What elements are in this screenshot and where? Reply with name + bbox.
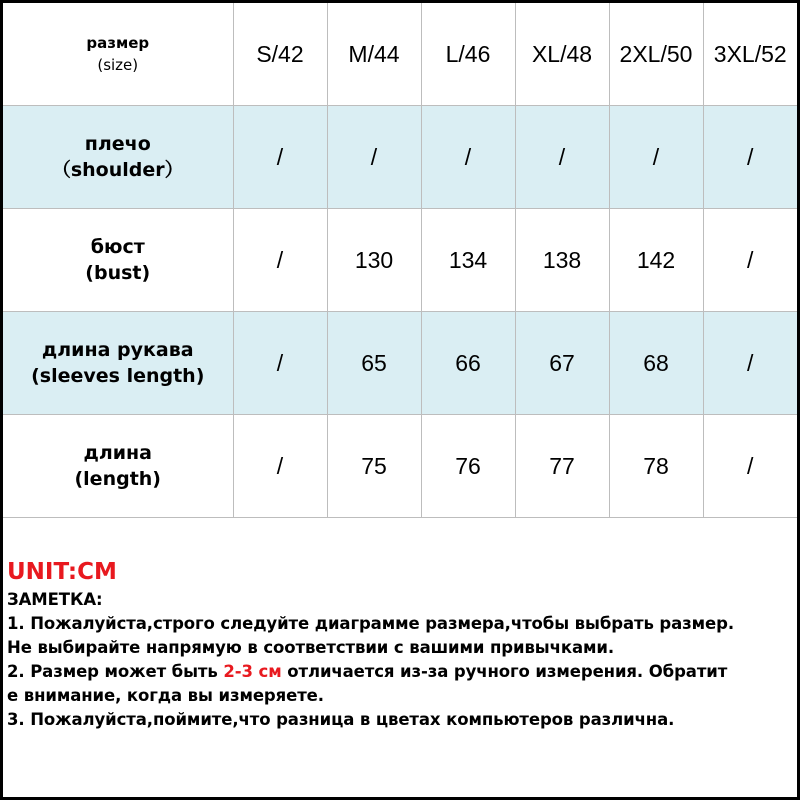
row-label-main: длина <box>83 442 153 464</box>
notes-section <box>7 556 797 732</box>
table-cell: 66 <box>421 312 515 415</box>
header-label-main: размер <box>86 34 150 52</box>
size-chart-frame <box>3 3 797 797</box>
table-cell: / <box>233 415 327 518</box>
table-cell: / <box>703 312 797 415</box>
table-row-bust <box>3 209 797 312</box>
row-label-sub: （shoulder） <box>51 159 184 181</box>
header-label-sub: (size) <box>97 56 139 74</box>
row-label-cell <box>3 209 233 312</box>
size-header-s: S/42 <box>233 3 327 106</box>
note-line-3-highlight: 2-3 см <box>223 662 282 681</box>
size-header-2xl: 2XL/50 <box>609 3 703 106</box>
size-header-xl: XL/48 <box>515 3 609 106</box>
table-cell: 138 <box>515 209 609 312</box>
table-cell: / <box>609 106 703 209</box>
table-cell: 67 <box>515 312 609 415</box>
table-cell: / <box>703 209 797 312</box>
table-cell: / <box>233 209 327 312</box>
row-label-sub: (bust) <box>85 262 151 284</box>
table-row-length <box>3 415 797 518</box>
table-cell: / <box>327 106 421 209</box>
table-row-sleeves-length <box>3 312 797 415</box>
table-cell: 142 <box>609 209 703 312</box>
row-label-sub: (length) <box>74 468 161 490</box>
table-cell: / <box>515 106 609 209</box>
row-label-main: длина рукава <box>41 339 194 361</box>
size-header-3xl: 3XL/52 <box>703 3 797 106</box>
notes-heading: ЗАМЕТКА: <box>7 590 103 609</box>
row-label-main: бюст <box>90 236 145 258</box>
table-cell: 130 <box>327 209 421 312</box>
size-table <box>3 3 797 518</box>
table-cell: 77 <box>515 415 609 518</box>
table-cell: / <box>233 106 327 209</box>
size-header-m: M/44 <box>327 3 421 106</box>
table-cell: 78 <box>609 415 703 518</box>
row-label-sub: (sleeves length) <box>31 365 205 387</box>
table-cell: / <box>421 106 515 209</box>
unit-label: UNIT:CM <box>7 559 117 585</box>
row-label-cell <box>3 106 233 209</box>
note-line-3-pre: 2. Размер может быть <box>7 662 224 681</box>
table-cell: 65 <box>327 312 421 415</box>
row-label-main: плечо <box>84 133 151 155</box>
size-header-l: L/46 <box>421 3 515 106</box>
note-line-2: Не выбирайте напрямую в соответствии с вашими привычками. <box>7 638 614 657</box>
table-row-shoulder <box>3 106 797 209</box>
table-cell: 76 <box>421 415 515 518</box>
note-line-1: 1. Пожалуйста,строго следуйте диаграмме размера,чтобы выбрать размер. <box>7 614 735 633</box>
table-cell: / <box>233 312 327 415</box>
table-cell: 68 <box>609 312 703 415</box>
table-cell: / <box>703 106 797 209</box>
note-line-3 <box>7 660 797 684</box>
note-line-4: е внимание, когда вы измеряете. <box>7 686 324 705</box>
header-row <box>3 3 797 106</box>
note-line-5: 3. Пожалуйста,поймите,что разница в цветах компьютеров различна. <box>7 710 675 729</box>
row-label-cell <box>3 312 233 415</box>
row-label-cell <box>3 415 233 518</box>
table-cell: 75 <box>327 415 421 518</box>
header-label-cell <box>3 3 233 106</box>
note-line-3-post: отличается из-за ручного измерения. Обратит <box>281 662 728 681</box>
table-cell: / <box>703 415 797 518</box>
table-cell: 134 <box>421 209 515 312</box>
